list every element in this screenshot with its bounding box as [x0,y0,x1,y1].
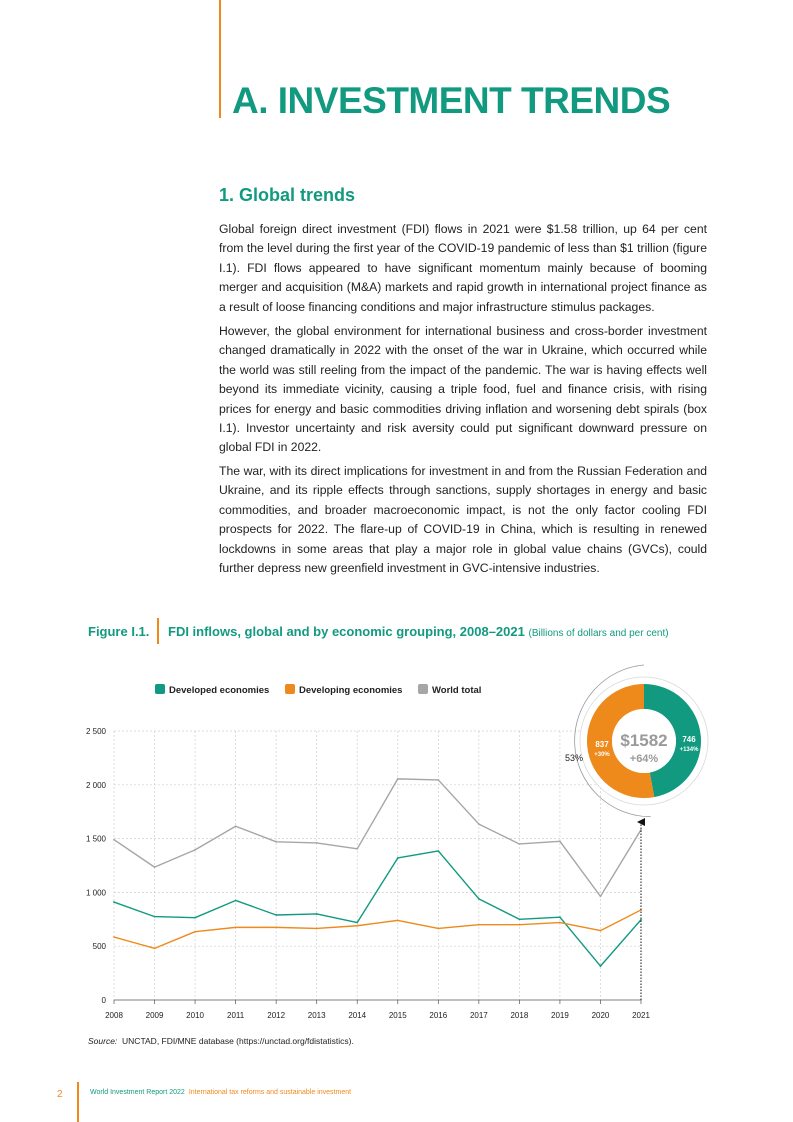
x-tick-label: 2011 [227,1011,245,1020]
data-point-world [194,849,196,851]
data-point-world [275,841,277,843]
data-point-developed [437,850,439,852]
data-point-world [397,778,399,780]
donut-share-label: 53% [564,753,584,763]
donut-total-label: $1582 [620,731,668,750]
x-tick-label: 2020 [591,1011,610,1020]
y-tick-label: 0 [101,996,106,1005]
data-point-developing [397,919,399,921]
data-point-developing [518,924,520,926]
data-point-developing [478,924,480,926]
data-point-world [478,823,480,825]
page-number: 2 [57,1089,63,1100]
data-point-developing [154,947,156,949]
data-point-developed [397,857,399,859]
legend-developed-label: Developed economies [169,685,270,696]
body-paragraph-2: However, the global environment for international business and cross-border investment changed dramatically in 2022 with the onset of the war in Ukraine, which occurred while the world was still reeling from the impact of the pandemic. The war is having effects well beyond its immediate vicinity, causing a triple food, fuel and finance crisis, with rising prices for energy and basic commodities driving inflation and worsening debt spirals (box I.1). Investor uncertainty and risk aversity could put significant downward pressure on global FDI in 2022. [219,324,707,455]
body-paragraph-1: Global foreign direct investment (FDI) flows in 2021 were $1.58 trillion, up 64 per cent from the level during the first year of the COVID-19 pandemic of less than $1 trillion (figure I.1). FDI flows appeared to have significant momentum mainly because of booming merger and acquisition (M&A) markets and rapid growth in international project finance as a result of loose financing conditions and major infrastructure stimulus packages. [219,222,707,314]
data-point-developing [275,926,277,928]
chapter-title: A. INVESTMENT TRENDS [232,80,671,121]
data-point-developed [113,901,115,903]
data-point-developed [154,916,156,918]
data-point-world [559,840,561,842]
footer-subtitle: International tax reforms and sustainable investment [188,1089,352,1096]
data-point-developed [356,922,358,924]
data-point-world [356,848,358,850]
x-tick-label: 2017 [469,1011,488,1020]
data-point-world [640,829,642,831]
data-point-developed [235,900,237,902]
x-tick-label: 2014 [348,1011,367,1020]
data-point-developing [194,931,196,933]
data-point-developing [437,928,439,930]
footer-text [90,1089,351,1096]
x-tick-label: 2021 [632,1011,650,1020]
data-point-developed [518,918,520,920]
y-tick-label: 2 000 [85,780,106,790]
data-point-developed [559,916,561,918]
y-tick-label: 1 500 [85,834,106,844]
data-point-developing [600,930,602,932]
y-tick-label: 500 [92,942,106,952]
data-point-developed [478,898,480,900]
data-point-developed [275,914,277,916]
series-line-world [114,779,641,896]
donut-developed-value: 746 [682,735,696,744]
x-tick-label: 2018 [510,1011,529,1020]
data-point-developing [559,922,561,924]
series-line-developing [114,910,641,948]
legend-developing-label: Developing economies [299,685,403,696]
section-title: 1. Global trends [219,185,356,205]
x-tick-label: 2019 [551,1011,569,1020]
y-tick-label: 2 500 [85,727,106,736]
data-point-developing [113,936,115,938]
data-point-developing [235,926,237,928]
data-point-world [437,779,439,781]
body-paragraph-3: The war, with its direct implications for investment in and from the Russian Federation and Ukraine, and its ripple effects through sanctions, supply shortages in energy and basic commodities, and broader macroeconomic impact, is not the only factor cooling FDI prospects for 2022. The flare-up of COVID-19 in China, which is resulting in renewed lockdowns in some areas that play a major role in global value chains (GVCs), could further depress new greenfield investment in GVC-intensive industries. [219,464,707,576]
x-tick-label: 2015 [388,1011,407,1020]
donut-developing-change: +30% [594,752,610,758]
series-line-developed [114,851,641,966]
donut-developed-change: +134% [679,747,699,753]
figure-units: (Billions of dollars and per cent) [528,628,669,639]
x-tick-label: 2010 [186,1011,204,1020]
data-point-developing [316,928,318,930]
data-point-developed [640,919,642,921]
figure-title-text: FDI inflows, global and by economic grouping, 2008–2021 [168,624,525,639]
x-tick-label: 2009 [145,1011,164,1020]
data-point-developed [600,965,602,967]
data-point-world [235,825,237,827]
data-point-developed [316,913,318,915]
source-note [88,1036,354,1046]
data-point-world [154,866,156,868]
x-tick-label: 2008 [105,1011,123,1020]
donut-total-change: +64% [629,753,659,765]
x-tick-label: 2013 [307,1011,326,1020]
source-text: UNCTAD, FDI/MNE database (https://unctad.org/fdistatistics). [122,1036,354,1046]
data-point-world [316,842,318,844]
data-point-world [600,895,602,897]
footer-report: World Investment Report 2022 [90,1089,185,1096]
donut-developing-value: 837 [595,740,609,749]
data-point-developed [194,917,196,919]
y-tick-label: 1 000 [85,888,106,898]
data-point-developing [356,925,358,927]
x-tick-label: 2012 [267,1011,286,1020]
figure-label: Figure I.1. [88,624,150,639]
data-point-world [518,843,520,845]
x-tick-label: 2016 [429,1011,448,1020]
data-point-world [113,839,115,841]
legend-world-label: World total [432,685,482,696]
source-label: Source: [88,1036,118,1046]
